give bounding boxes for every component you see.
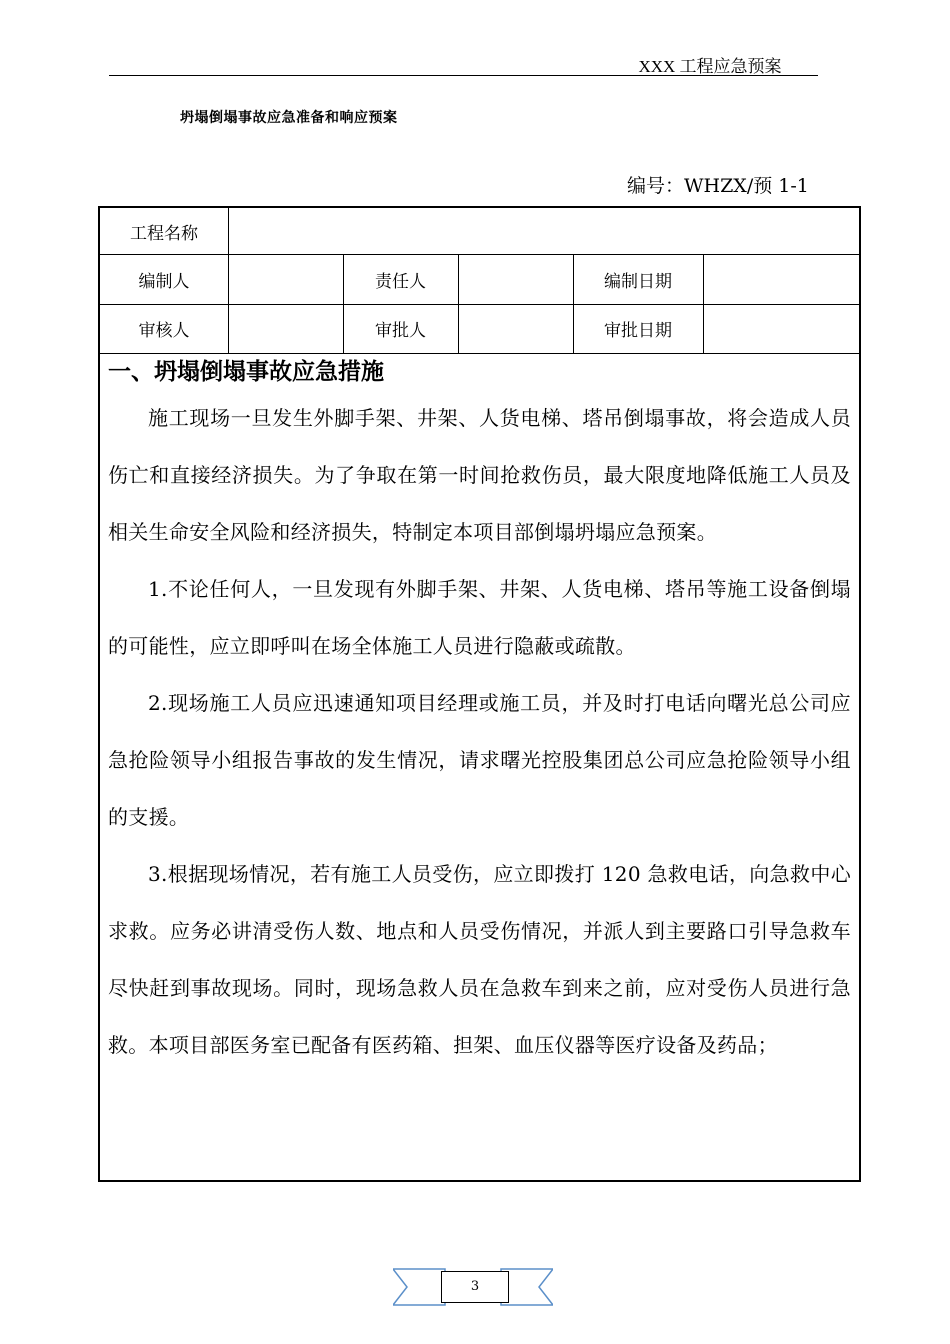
approve-date-field[interactable] — [703, 304, 859, 353]
reviewer-label: 审核人 — [138, 321, 190, 341]
approve-date-label: 审批日期 — [604, 321, 672, 341]
paragraph: 1.不论任何人，一旦发现有外脚手架、井架、人货电梯、塔吊等施工设备倒塌的可能性，应立即呼叫在场全体施工人员进行隐蔽或疏散。 — [108, 577, 851, 658]
page-footer — [393, 1265, 553, 1309]
paragraph: 3.根据现场情况，若有施工人员受伤，应立即拨打 120 急救电话，向急救中心求救。应务必讲清受伤人数、地点和人员受伤情况，并派人到主要路口引导急救车尽快赶到事故现场。同时，现场急救人员在急救车到来之前，应对受伤人员进行急救。本项目部医务室已配备有医药箱、担架、血压仪器等医疗设备及药品； — [108, 862, 851, 1057]
project-name-label: 工程名称 — [130, 223, 198, 244]
approver-field[interactable] — [458, 304, 573, 353]
paragraph: 2.现场施工人员应迅速通知项目经理或施工员，并及时打电话向曙光总公司应急抢险领导小组报告事故的发生情况，请求曙光控股集团总公司应急抢险领导小组的支援。 — [108, 691, 851, 829]
compiler-label: 编制人 — [138, 271, 190, 292]
responsible-field[interactable] — [458, 254, 573, 304]
compiler-field[interactable] — [228, 254, 343, 304]
compile-date-field[interactable] — [703, 254, 859, 304]
reviewer-field[interactable] — [228, 304, 343, 353]
paragraph: 施工现场一旦发生外脚手架、井架、人货电梯、塔吊倒塌事故，将会造成人员伤亡和直接经济损失。为了争取在第一时间抢救伤员，最大限度地降低施工人员及相关生命安全风险和经济损失，特制定本项目部倒塌坍塌应急预案。 — [108, 406, 851, 544]
running-header: XXX 工程应急预案 — [638, 57, 782, 76]
compile-date-label: 编制日期 — [604, 271, 672, 292]
section-heading: 一、坍塌倒塌事故应急措施 — [108, 359, 384, 385]
responsible-label: 责任人 — [375, 271, 426, 292]
page-number: 3 — [441, 1271, 509, 1303]
approver-label: 审批人 — [375, 321, 426, 341]
content-body — [108, 354, 851, 1074]
form-table — [98, 206, 861, 1182]
document-number: 编号：WHZX/预 1-1 — [627, 175, 809, 197]
document-title: 坍塌倒塌事故应急准备和响应预案 — [180, 110, 398, 126]
project-name-field[interactable] — [228, 208, 859, 254]
header-rule — [109, 75, 818, 76]
